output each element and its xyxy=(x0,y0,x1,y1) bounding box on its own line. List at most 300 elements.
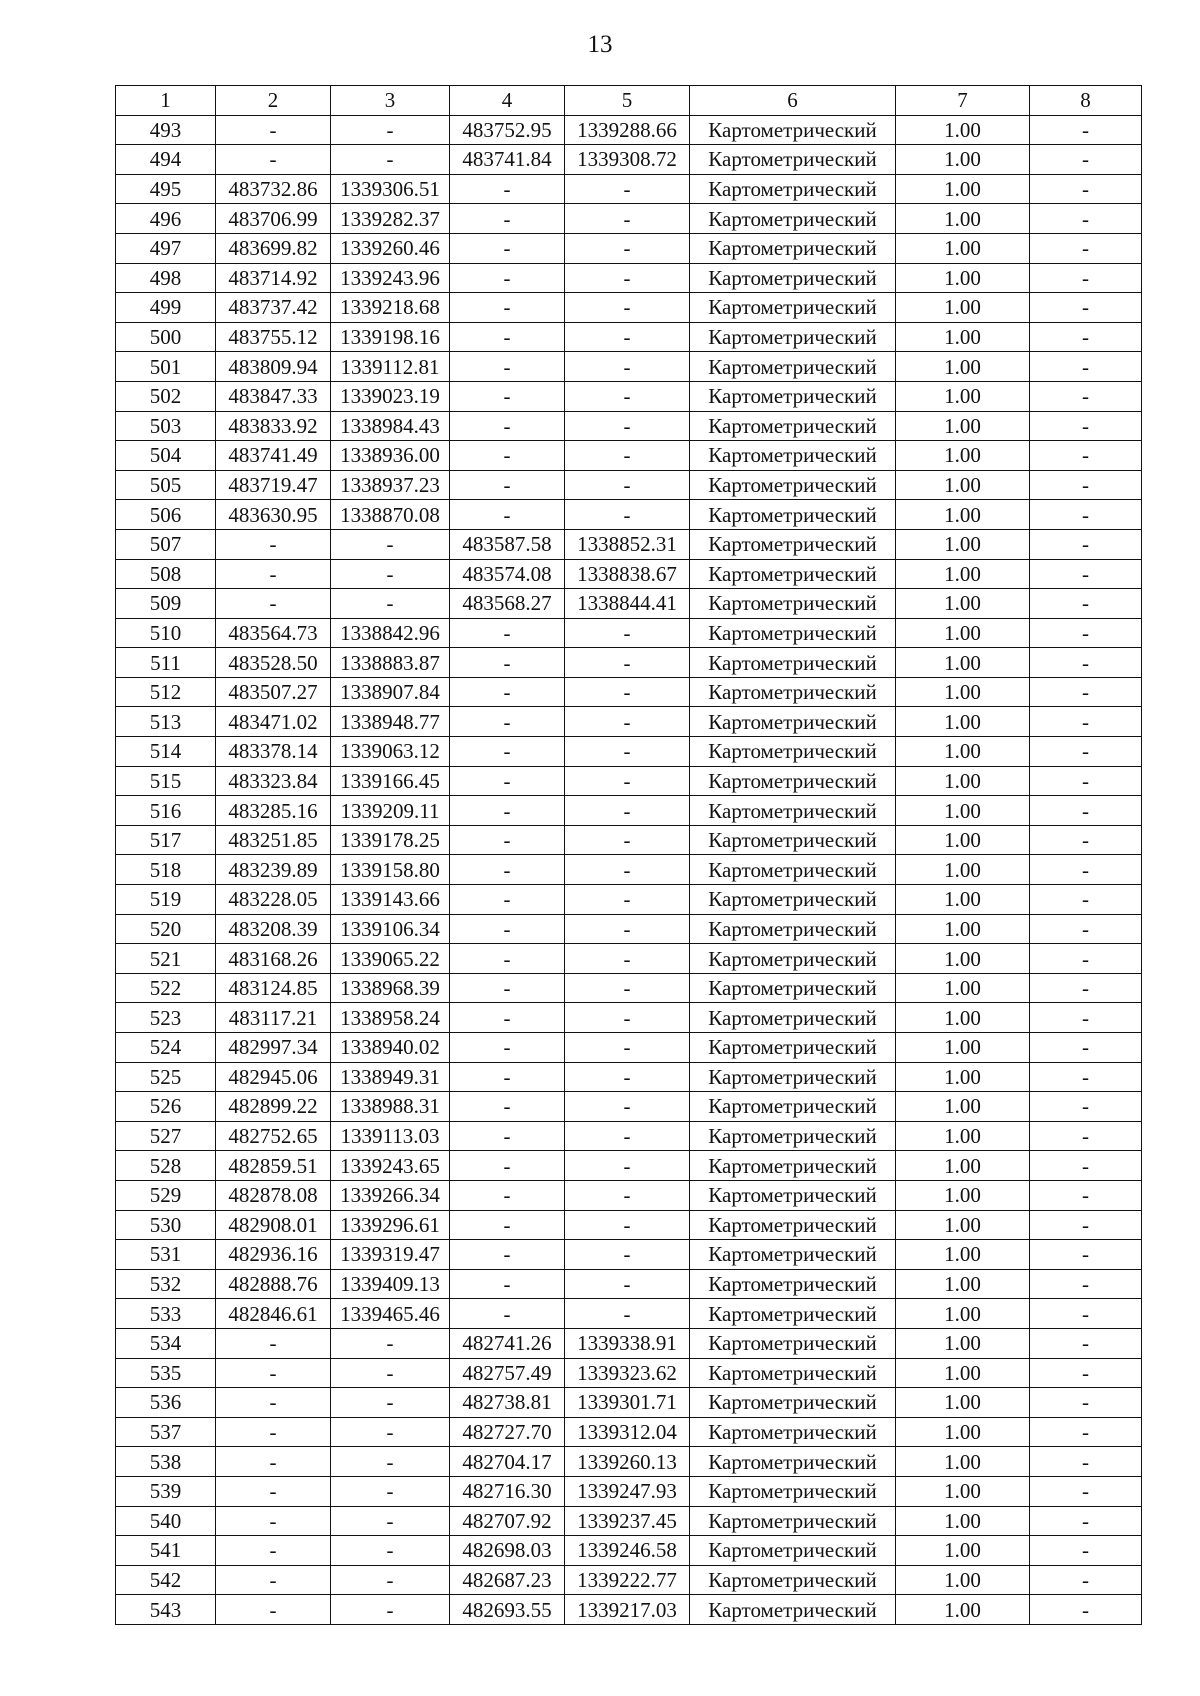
method-cell: Картометрический xyxy=(690,1121,896,1151)
x-refined-cell: - xyxy=(450,825,565,855)
y-existing-cell: 1339063.12 xyxy=(331,737,450,767)
method-cell: Картометрический xyxy=(690,796,896,826)
y-refined-cell: - xyxy=(565,737,690,767)
accuracy-cell: 1.00 xyxy=(896,648,1030,678)
y-refined-cell: - xyxy=(565,796,690,826)
method-cell: Картометрический xyxy=(690,677,896,707)
y-refined-cell: - xyxy=(565,1269,690,1299)
point-number-cell: 516 xyxy=(116,796,216,826)
x-refined-cell: - xyxy=(450,677,565,707)
method-cell: Картометрический xyxy=(690,1033,896,1063)
x-refined-cell: 482698.03 xyxy=(450,1536,565,1566)
accuracy-cell: 1.00 xyxy=(896,1092,1030,1122)
y-existing-cell: 1339296.61 xyxy=(331,1210,450,1240)
accuracy-cell: 1.00 xyxy=(896,322,1030,352)
method-cell: Картометрический xyxy=(690,1003,896,1033)
method-cell: Картометрический xyxy=(690,529,896,559)
x-existing-cell: - xyxy=(216,589,331,619)
description-cell: - xyxy=(1030,1417,1142,1447)
point-number-cell: 523 xyxy=(116,1003,216,1033)
method-cell: Картометрический xyxy=(690,1388,896,1418)
description-cell: - xyxy=(1030,411,1142,441)
method-cell: Картометрический xyxy=(690,1417,896,1447)
point-number-cell: 515 xyxy=(116,766,216,796)
x-refined-cell: - xyxy=(450,1092,565,1122)
y-existing-cell: 1339243.65 xyxy=(331,1151,450,1181)
accuracy-cell: 1.00 xyxy=(896,1595,1030,1625)
column-header: 8 xyxy=(1030,86,1142,116)
point-number-cell: 506 xyxy=(116,500,216,530)
description-cell: - xyxy=(1030,914,1142,944)
column-header: 6 xyxy=(690,86,896,116)
y-existing-cell: 1339465.46 xyxy=(331,1299,450,1329)
accuracy-cell: 1.00 xyxy=(896,796,1030,826)
point-number-cell: 495 xyxy=(116,174,216,204)
table-row xyxy=(116,1536,1142,1566)
accuracy-cell: 1.00 xyxy=(896,1565,1030,1595)
y-refined-cell: - xyxy=(565,470,690,500)
x-refined-cell: 482757.49 xyxy=(450,1358,565,1388)
table-row xyxy=(116,441,1142,471)
table-row xyxy=(116,914,1142,944)
x-refined-cell: - xyxy=(450,381,565,411)
point-number-cell: 533 xyxy=(116,1299,216,1329)
x-existing-cell: 482908.01 xyxy=(216,1210,331,1240)
description-cell: - xyxy=(1030,944,1142,974)
y-refined-cell: - xyxy=(565,766,690,796)
method-cell: Картометрический xyxy=(690,1595,896,1625)
y-existing-cell: 1339112.81 xyxy=(331,352,450,382)
x-refined-cell: 482727.70 xyxy=(450,1417,565,1447)
table-row xyxy=(116,1565,1142,1595)
description-cell: - xyxy=(1030,559,1142,589)
accuracy-cell: 1.00 xyxy=(896,1299,1030,1329)
description-cell: - xyxy=(1030,1388,1142,1418)
description-cell: - xyxy=(1030,1328,1142,1358)
y-refined-cell: - xyxy=(565,293,690,323)
x-refined-cell: - xyxy=(450,352,565,382)
method-cell: Картометрический xyxy=(690,352,896,382)
accuracy-cell: 1.00 xyxy=(896,1269,1030,1299)
y-refined-cell: 1339237.45 xyxy=(565,1506,690,1536)
y-refined-cell: 1339288.66 xyxy=(565,115,690,145)
y-existing-cell: - xyxy=(331,1506,450,1536)
x-refined-cell: - xyxy=(450,233,565,263)
description-cell: - xyxy=(1030,1151,1142,1181)
method-cell: Картометрический xyxy=(690,973,896,1003)
table-row xyxy=(116,470,1142,500)
page-number: 13 xyxy=(587,31,613,58)
method-cell: Картометрический xyxy=(690,1506,896,1536)
x-existing-cell: 483847.33 xyxy=(216,381,331,411)
x-refined-cell: 482738.81 xyxy=(450,1388,565,1418)
x-refined-cell: - xyxy=(450,1210,565,1240)
accuracy-cell: 1.00 xyxy=(896,529,1030,559)
y-refined-cell: - xyxy=(565,944,690,974)
y-existing-cell: 1339319.47 xyxy=(331,1240,450,1270)
x-existing-cell: 483507.27 xyxy=(216,677,331,707)
description-cell: - xyxy=(1030,174,1142,204)
coordinates-table xyxy=(115,85,1142,1625)
method-cell: Картометрический xyxy=(690,766,896,796)
table-row xyxy=(116,766,1142,796)
y-existing-cell: - xyxy=(331,115,450,145)
y-existing-cell: 1338984.43 xyxy=(331,411,450,441)
table-row xyxy=(116,1003,1142,1033)
x-refined-cell: - xyxy=(450,411,565,441)
table-row xyxy=(116,796,1142,826)
accuracy-cell: 1.00 xyxy=(896,381,1030,411)
table-row xyxy=(116,589,1142,619)
y-refined-cell: - xyxy=(565,1151,690,1181)
table-row xyxy=(116,1269,1142,1299)
description-cell: - xyxy=(1030,766,1142,796)
x-refined-cell: 483574.08 xyxy=(450,559,565,589)
x-existing-cell: 483699.82 xyxy=(216,233,331,263)
point-number-cell: 502 xyxy=(116,381,216,411)
y-existing-cell: 1339023.19 xyxy=(331,381,450,411)
method-cell: Картометрический xyxy=(690,914,896,944)
x-refined-cell: - xyxy=(450,293,565,323)
point-number-cell: 541 xyxy=(116,1536,216,1566)
method-cell: Картометрический xyxy=(690,1328,896,1358)
y-refined-cell: - xyxy=(565,1092,690,1122)
point-number-cell: 513 xyxy=(116,707,216,737)
x-refined-cell: - xyxy=(450,1269,565,1299)
method-cell: Картометрический xyxy=(690,885,896,915)
point-number-cell: 509 xyxy=(116,589,216,619)
table-row xyxy=(116,411,1142,441)
x-existing-cell: 483630.95 xyxy=(216,500,331,530)
accuracy-cell: 1.00 xyxy=(896,1003,1030,1033)
table-row xyxy=(116,263,1142,293)
accuracy-cell: 1.00 xyxy=(896,470,1030,500)
table-row xyxy=(116,1388,1142,1418)
description-cell: - xyxy=(1030,707,1142,737)
x-existing-cell: 483471.02 xyxy=(216,707,331,737)
accuracy-cell: 1.00 xyxy=(896,855,1030,885)
point-number-cell: 539 xyxy=(116,1476,216,1506)
y-existing-cell: - xyxy=(331,1565,450,1595)
x-existing-cell: - xyxy=(216,115,331,145)
table-row xyxy=(116,737,1142,767)
y-existing-cell: 1338883.87 xyxy=(331,648,450,678)
accuracy-cell: 1.00 xyxy=(896,1180,1030,1210)
x-existing-cell: 483714.92 xyxy=(216,263,331,293)
accuracy-cell: 1.00 xyxy=(896,233,1030,263)
table-row xyxy=(116,233,1142,263)
x-existing-cell: 483117.21 xyxy=(216,1003,331,1033)
description-cell: - xyxy=(1030,381,1142,411)
y-refined-cell: 1339312.04 xyxy=(565,1417,690,1447)
description-cell: - xyxy=(1030,233,1142,263)
table-row xyxy=(116,145,1142,175)
y-refined-cell: 1339308.72 xyxy=(565,145,690,175)
accuracy-cell: 1.00 xyxy=(896,1476,1030,1506)
table-row xyxy=(116,1328,1142,1358)
x-refined-cell: 482741.26 xyxy=(450,1328,565,1358)
x-refined-cell: 483568.27 xyxy=(450,589,565,619)
header-row xyxy=(116,86,1142,116)
x-existing-cell: - xyxy=(216,559,331,589)
table-row xyxy=(116,1506,1142,1536)
y-existing-cell: - xyxy=(331,1595,450,1625)
accuracy-cell: 1.00 xyxy=(896,145,1030,175)
method-cell: Картометрический xyxy=(690,411,896,441)
description-cell: - xyxy=(1030,470,1142,500)
table-row xyxy=(116,1417,1142,1447)
description-cell: - xyxy=(1030,1033,1142,1063)
y-existing-cell: 1338870.08 xyxy=(331,500,450,530)
table-row xyxy=(116,825,1142,855)
point-number-cell: 507 xyxy=(116,529,216,559)
method-cell: Картометрический xyxy=(690,1092,896,1122)
y-refined-cell: - xyxy=(565,381,690,411)
x-existing-cell: 483251.85 xyxy=(216,825,331,855)
point-number-cell: 512 xyxy=(116,677,216,707)
table-row xyxy=(116,1180,1142,1210)
description-cell: - xyxy=(1030,1121,1142,1151)
point-number-cell: 530 xyxy=(116,1210,216,1240)
y-refined-cell: - xyxy=(565,914,690,944)
x-existing-cell: 482888.76 xyxy=(216,1269,331,1299)
method-cell: Картометрический xyxy=(690,825,896,855)
method-cell: Картометрический xyxy=(690,1240,896,1270)
point-number-cell: 528 xyxy=(116,1151,216,1181)
x-existing-cell: 483732.86 xyxy=(216,174,331,204)
accuracy-cell: 1.00 xyxy=(896,500,1030,530)
y-refined-cell: - xyxy=(565,855,690,885)
y-existing-cell: 1339166.45 xyxy=(331,766,450,796)
column-header: 4 xyxy=(450,86,565,116)
point-number-cell: 500 xyxy=(116,322,216,352)
description-cell: - xyxy=(1030,1003,1142,1033)
point-number-cell: 531 xyxy=(116,1240,216,1270)
x-refined-cell: - xyxy=(450,796,565,826)
x-existing-cell: 482752.65 xyxy=(216,1121,331,1151)
y-existing-cell: 1339065.22 xyxy=(331,944,450,974)
y-refined-cell: - xyxy=(565,1121,690,1151)
y-existing-cell: 1339158.80 xyxy=(331,855,450,885)
accuracy-cell: 1.00 xyxy=(896,1033,1030,1063)
method-cell: Картометрический xyxy=(690,204,896,234)
x-refined-cell: - xyxy=(450,973,565,1003)
description-cell: - xyxy=(1030,648,1142,678)
x-existing-cell: 483378.14 xyxy=(216,737,331,767)
table-row xyxy=(116,677,1142,707)
y-existing-cell: - xyxy=(331,1358,450,1388)
accuracy-cell: 1.00 xyxy=(896,914,1030,944)
x-refined-cell: - xyxy=(450,648,565,678)
method-cell: Картометрический xyxy=(690,737,896,767)
table-row xyxy=(116,1447,1142,1477)
x-refined-cell: - xyxy=(450,618,565,648)
method-cell: Картометрический xyxy=(690,648,896,678)
y-refined-cell: - xyxy=(565,1062,690,1092)
point-number-cell: 537 xyxy=(116,1417,216,1447)
x-existing-cell: 483719.47 xyxy=(216,470,331,500)
y-refined-cell: - xyxy=(565,885,690,915)
description-cell: - xyxy=(1030,1092,1142,1122)
x-existing-cell: 483228.05 xyxy=(216,885,331,915)
point-number-cell: 543 xyxy=(116,1595,216,1625)
y-existing-cell: 1339243.96 xyxy=(331,263,450,293)
accuracy-cell: 1.00 xyxy=(896,707,1030,737)
description-cell: - xyxy=(1030,885,1142,915)
point-number-cell: 501 xyxy=(116,352,216,382)
table-row xyxy=(116,352,1142,382)
y-existing-cell: 1339260.46 xyxy=(331,233,450,263)
x-refined-cell: - xyxy=(450,500,565,530)
table-row xyxy=(116,1358,1142,1388)
x-refined-cell: - xyxy=(450,441,565,471)
x-existing-cell: 482936.16 xyxy=(216,1240,331,1270)
method-cell: Картометрический xyxy=(690,1269,896,1299)
x-refined-cell: - xyxy=(450,944,565,974)
table-row xyxy=(116,648,1142,678)
accuracy-cell: 1.00 xyxy=(896,441,1030,471)
y-existing-cell: 1338937.23 xyxy=(331,470,450,500)
description-cell: - xyxy=(1030,677,1142,707)
table-row xyxy=(116,1476,1142,1506)
x-existing-cell: 482859.51 xyxy=(216,1151,331,1181)
y-refined-cell: - xyxy=(565,973,690,1003)
description-cell: - xyxy=(1030,1476,1142,1506)
x-existing-cell: 483168.26 xyxy=(216,944,331,974)
point-number-cell: 521 xyxy=(116,944,216,974)
table-row xyxy=(116,618,1142,648)
accuracy-cell: 1.00 xyxy=(896,825,1030,855)
x-existing-cell: 482878.08 xyxy=(216,1180,331,1210)
x-refined-cell: - xyxy=(450,1003,565,1033)
accuracy-cell: 1.00 xyxy=(896,1417,1030,1447)
x-existing-cell: - xyxy=(216,1447,331,1477)
y-existing-cell: 1339266.34 xyxy=(331,1180,450,1210)
accuracy-cell: 1.00 xyxy=(896,1447,1030,1477)
point-number-cell: 520 xyxy=(116,914,216,944)
x-existing-cell: 482899.22 xyxy=(216,1092,331,1122)
x-refined-cell: - xyxy=(450,470,565,500)
column-header: 2 xyxy=(216,86,331,116)
description-cell: - xyxy=(1030,1447,1142,1477)
method-cell: Картометрический xyxy=(690,145,896,175)
x-refined-cell: - xyxy=(450,322,565,352)
x-refined-cell: - xyxy=(450,1033,565,1063)
y-existing-cell: 1338907.84 xyxy=(331,677,450,707)
y-existing-cell: - xyxy=(331,1447,450,1477)
description-cell: - xyxy=(1030,1358,1142,1388)
x-refined-cell: - xyxy=(450,885,565,915)
accuracy-cell: 1.00 xyxy=(896,1506,1030,1536)
x-refined-cell: 483587.58 xyxy=(450,529,565,559)
accuracy-cell: 1.00 xyxy=(896,618,1030,648)
table-row xyxy=(116,529,1142,559)
point-number-cell: 524 xyxy=(116,1033,216,1063)
y-existing-cell: - xyxy=(331,1328,450,1358)
x-existing-cell: - xyxy=(216,1565,331,1595)
accuracy-cell: 1.00 xyxy=(896,411,1030,441)
point-number-cell: 535 xyxy=(116,1358,216,1388)
x-existing-cell: - xyxy=(216,1595,331,1625)
y-existing-cell: - xyxy=(331,1388,450,1418)
y-existing-cell: - xyxy=(331,1417,450,1447)
x-refined-cell: - xyxy=(450,204,565,234)
x-refined-cell: - xyxy=(450,1062,565,1092)
x-existing-cell: 482997.34 xyxy=(216,1033,331,1063)
x-refined-cell: 482687.23 xyxy=(450,1565,565,1595)
y-refined-cell: 1339246.58 xyxy=(565,1536,690,1566)
x-existing-cell: - xyxy=(216,1417,331,1447)
y-refined-cell: 1339247.93 xyxy=(565,1476,690,1506)
x-refined-cell: - xyxy=(450,1151,565,1181)
method-cell: Картометрический xyxy=(690,707,896,737)
point-number-cell: 540 xyxy=(116,1506,216,1536)
description-cell: - xyxy=(1030,529,1142,559)
table-row xyxy=(116,381,1142,411)
point-number-cell: 498 xyxy=(116,263,216,293)
description-cell: - xyxy=(1030,204,1142,234)
y-existing-cell: 1339198.16 xyxy=(331,322,450,352)
point-number-cell: 514 xyxy=(116,737,216,767)
method-cell: Картометрический xyxy=(690,470,896,500)
table-row xyxy=(116,1033,1142,1063)
description-cell: - xyxy=(1030,263,1142,293)
accuracy-cell: 1.00 xyxy=(896,1328,1030,1358)
point-number-cell: 529 xyxy=(116,1180,216,1210)
point-number-cell: 542 xyxy=(116,1565,216,1595)
point-number-cell: 508 xyxy=(116,559,216,589)
table-row xyxy=(116,1062,1142,1092)
accuracy-cell: 1.00 xyxy=(896,1358,1030,1388)
method-cell: Картометрический xyxy=(690,559,896,589)
table-row xyxy=(116,559,1142,589)
accuracy-cell: 1.00 xyxy=(896,944,1030,974)
column-header: 5 xyxy=(565,86,690,116)
table-row xyxy=(116,1299,1142,1329)
y-existing-cell: - xyxy=(331,1476,450,1506)
method-cell: Картометрический xyxy=(690,1299,896,1329)
y-existing-cell: - xyxy=(331,145,450,175)
method-cell: Картометрический xyxy=(690,1565,896,1595)
y-refined-cell: 1339301.71 xyxy=(565,1388,690,1418)
point-number-cell: 499 xyxy=(116,293,216,323)
point-number-cell: 536 xyxy=(116,1388,216,1418)
y-refined-cell: - xyxy=(565,677,690,707)
accuracy-cell: 1.00 xyxy=(896,973,1030,1003)
x-refined-cell: 482707.92 xyxy=(450,1506,565,1536)
point-number-cell: 534 xyxy=(116,1328,216,1358)
x-refined-cell: - xyxy=(450,1180,565,1210)
accuracy-cell: 1.00 xyxy=(896,1388,1030,1418)
y-existing-cell: 1339178.25 xyxy=(331,825,450,855)
table-row xyxy=(116,1151,1142,1181)
x-refined-cell: 482693.55 xyxy=(450,1595,565,1625)
y-refined-cell: - xyxy=(565,352,690,382)
x-existing-cell: 483285.16 xyxy=(216,796,331,826)
accuracy-cell: 1.00 xyxy=(896,1240,1030,1270)
description-cell: - xyxy=(1030,737,1142,767)
method-cell: Картометрический xyxy=(690,381,896,411)
y-refined-cell: - xyxy=(565,1299,690,1329)
description-cell: - xyxy=(1030,1240,1142,1270)
method-cell: Картометрический xyxy=(690,1180,896,1210)
x-existing-cell: 483755.12 xyxy=(216,322,331,352)
description-cell: - xyxy=(1030,145,1142,175)
method-cell: Картометрический xyxy=(690,618,896,648)
x-existing-cell: 483706.99 xyxy=(216,204,331,234)
y-existing-cell: - xyxy=(331,559,450,589)
y-existing-cell: 1339106.34 xyxy=(331,914,450,944)
